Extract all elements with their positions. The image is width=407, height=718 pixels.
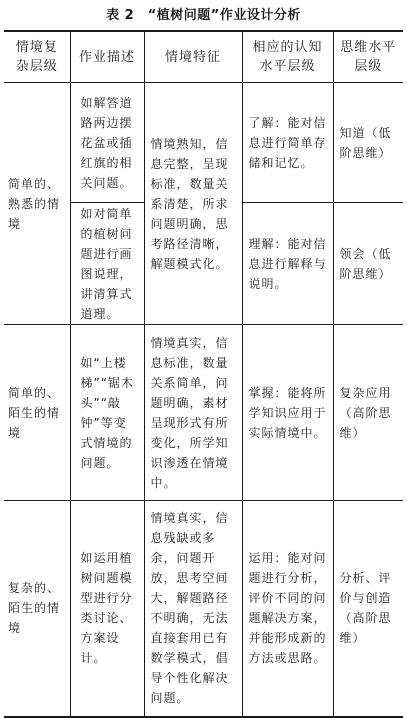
table-row (4, 325, 403, 501)
header-thinking-level: 思维水平层级 (333, 31, 403, 83)
cell-thinking-level: 分析、评价与创造（高阶思维） (333, 501, 403, 717)
cell-thinking-level: 复杂应用（高阶思维） (333, 325, 403, 501)
cell-complexity-level: 简单的、陌生的情境 (4, 325, 70, 501)
table-row (4, 83, 403, 203)
table-row (4, 501, 403, 717)
cell-thinking-level: 领会（低阶思维） (333, 203, 403, 325)
cell-complexity-level: 复杂的、陌生的情境 (4, 501, 70, 717)
cell-task-description: 如对简单的植树问题进行画图说理，讲清算式道理。 (70, 203, 144, 325)
header-complexity-level: 情境复杂层级 (4, 31, 70, 83)
cell-situation-features: 情境真实，信息标准，数量关系简单，问题明确，素材呈现形式有所变化，所学知识渗透在情境中。 (144, 325, 242, 501)
analysis-table (4, 30, 403, 718)
cell-situation-features: 情境熟知，信息完整，呈现标准，数量关系清楚，所求问题明确，思考路径清晰，解题模式化。 (144, 83, 242, 325)
header-cognitive-level: 相应的认知水平层级 (242, 31, 333, 83)
table-caption: 表 2 “植树问题”作业设计分析 (106, 8, 301, 23)
table-header-row (4, 31, 403, 83)
cell-cognitive-level: 掌握：能将所学知识应用于实际情境中。 (242, 325, 333, 501)
cell-cognitive-level: 理解：能对信息进行解释与说明。 (242, 203, 333, 325)
analysis-table-container (4, 30, 403, 714)
header-situation-features: 情境特征 (144, 31, 242, 83)
cell-cognitive-level: 运用：能对问题进行分析，评价不同的问题解决方案，并能形成新的方法或思路。 (242, 501, 333, 717)
cell-cognitive-level: 了解：能对信息进行简单存储和记忆。 (242, 83, 333, 203)
header-task-description: 作业描述 (70, 31, 144, 83)
cell-situation-features: 情境真实，信息残缺或多余，问题开放，思考空间大，解题路径不明确，无法直接套用已有数学模式，倡导个性化解决问题。 (144, 501, 242, 717)
cell-thinking-level: 知道（低阶思维） (333, 83, 403, 203)
cell-task-description: 如“上楼梯”“锯木头”“敲钟”等变式情境的问题。 (70, 325, 144, 501)
cell-task-description: 如运用植树问题模型进行分类讨论、方案设计。 (70, 501, 144, 717)
cell-complexity-level: 简单的、熟悉的情境 (4, 83, 70, 325)
cell-task-description: 如解答道路两边摆花盆或插红旗的相关问题。 (70, 83, 144, 203)
